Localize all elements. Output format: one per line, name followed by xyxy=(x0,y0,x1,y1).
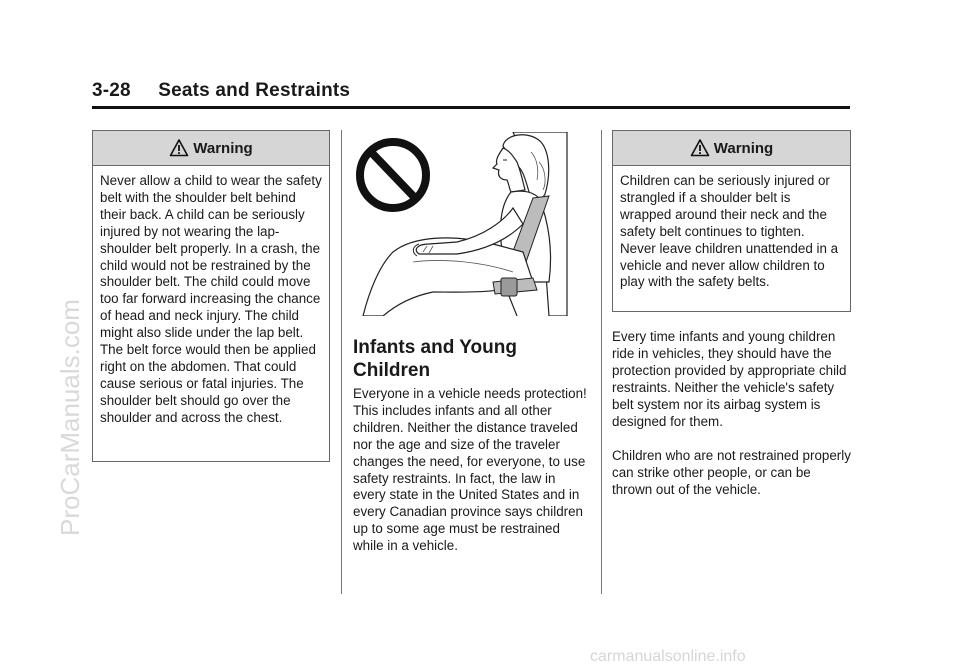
warning-box-left xyxy=(92,130,330,462)
column-divider-1 xyxy=(341,130,342,594)
body-paragraph: Every time infants and young children ride in vehicles, they should have the protection provided by appropriate child restraints. Neither the vehicle's safety belt system nor its airbag system is designed for them. xyxy=(612,329,847,429)
warning-box-right xyxy=(612,130,851,312)
warning-icon xyxy=(169,138,189,158)
warning-title: Warning xyxy=(713,139,774,157)
warning-title: Warning xyxy=(193,139,253,157)
warning-header xyxy=(93,131,329,166)
watermark-left: ProCarManuals.com xyxy=(55,299,85,536)
warning-text: Children can be seriously injured or strangled if a shoulder belt is wrapped around their neck and the safety belt continues to tighten. Never leave children unattended in a vehicle and never allow children to play with the safety belts. xyxy=(620,173,839,290)
warning-header xyxy=(613,131,850,166)
column-divider-2 xyxy=(601,130,602,594)
page-header xyxy=(92,80,850,109)
section-paragraph: Everyone in a vehicle needs protection! This includes infants and all other children. Neither the distance traveled nor the age and size of the traveler changes the need, for everyone, to use safety restraints. In fact, the law in every state in the United States and in every Canadian province says children up to some age must be restrained while in a vehicle. xyxy=(353,386,587,554)
child-belt-illustration xyxy=(353,132,568,316)
warning-text: Never allow a child to wear the safety belt with the shoulder belt behind their back. A child can be seriously injured by not wearing the lap-shoulder belt properly. In a crash, the child would not be restrained by the shoulder belt. The child could move too far forward increasing the chance of head and neck injury. The child might also slide under the lap belt. The belt force would then be applied right on the abdomen. That could cause serious or fatal injuries. The shoulder belt should go over the shoulder and across the chest. xyxy=(100,173,322,425)
section-title: Infants and Young Children xyxy=(353,337,517,381)
body-paragraph: Children who are not restrained properly can strike other people, or can be thrown out of the vehicle. xyxy=(612,448,851,497)
prohibition-icon xyxy=(360,142,426,208)
warning-icon xyxy=(690,138,710,158)
watermark-bottom: carmanualsonline.info xyxy=(590,648,746,665)
page-title: 3-28 Seats and Restraints xyxy=(92,80,351,101)
